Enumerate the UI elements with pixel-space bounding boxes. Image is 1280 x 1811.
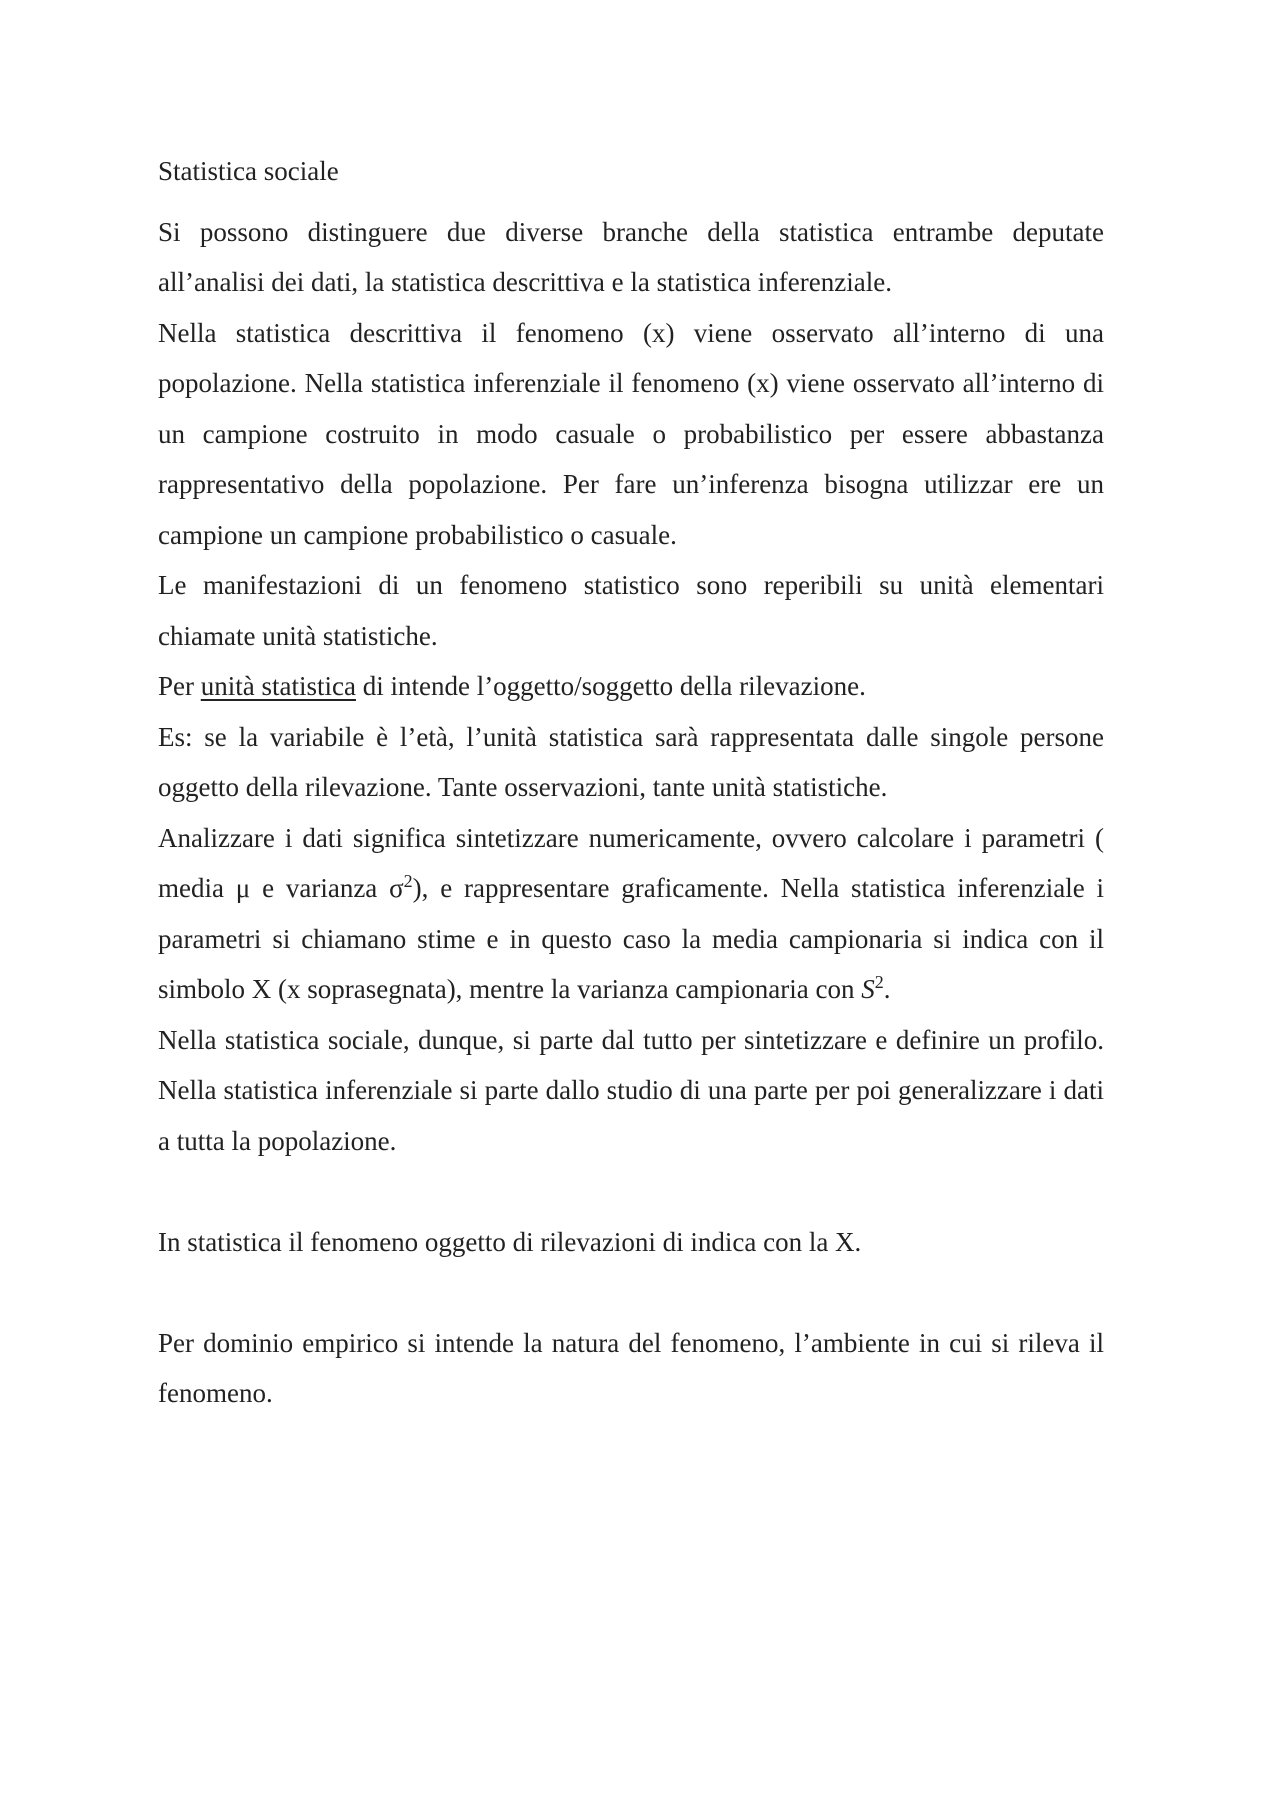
parameters-text-3: . [883, 974, 891, 1004]
document-body [158, 146, 1104, 1419]
paragraph-empirical-domain: Per dominio empirico si intende la natura del fenomeno, l’ambiente in cui si rileva il fenomeno. [158, 1327, 1104, 1408]
paragraph-social-statistics: Nella statistica sociale, dunque, si parte dal tutto per sintetizzare e definire un profilo. Nella statistica inferenziale si parte dallo studio di una parte per poi generalizzare i dati a tutta la popolazione. [158, 1024, 1104, 1156]
unit-definition-term: unità statistica [200, 671, 356, 701]
parameters-text-2: ), e rappresentare graficamente. Nella statistica inferenziale i parametri si chiamano stime e in questo caso la media campionaria si indica con il simbolo X (x soprasegnata), mentre la varianza campionaria con [158, 873, 1104, 1004]
paragraph-phenomenon-symbol: In statistica il fenomeno oggetto di rilevazioni di indica con la X. [158, 1226, 862, 1257]
paragraph-descriptive-vs-inferential: Nella statistica descrittiva il fenomeno (x) viene osservato all’interno di una popolazione. Nella statistica inferenziale il fenomeno (x) viene osservato all’interno di un campione costruito in modo casuale o probabilistico per essere abbastanza rappresentativo della popolazione. Per fare un’inferenza bisogna utilizzar ere un campione un campione probabilistico o casuale. [158, 317, 1104, 550]
paragraph-branches: Si possono distinguere due diverse branche della statistica entrambe deputate all’analisi dei dati, la statistica descrittiva e la statistica inferenziale. [158, 216, 1104, 297]
sample-variance-exponent: 2 [874, 972, 884, 992]
parameters-text-1: Analizzare i dati significa sintetizzare numericamente, ovvero calcolare i parametri ( media μ e varianza σ [158, 822, 1104, 903]
variance-exponent: 2 [403, 871, 413, 891]
blank-line [158, 1267, 1104, 1318]
paragraph-unit-definition [158, 661, 1104, 712]
sample-variance-symbol: S [861, 974, 875, 1004]
paragraph-example: Es: se la variabile è l’età, l’unità statistica sarà rappresentata dalle singole persone oggetto della rilevazione. Tante osservazioni, tante unità statistiche. [158, 721, 1104, 802]
unit-definition-after: di intende l’oggetto/soggetto della rilevazione. [355, 671, 866, 701]
unit-definition-before: Per [158, 671, 201, 701]
document-title: Statistica sociale [158, 156, 339, 186]
blank-line [158, 1166, 1104, 1217]
paragraph-statistical-units: Le manifestazioni di un fenomeno statistico sono reperibili su unità elementari chiamate unità statistiche. [158, 570, 1104, 651]
paragraph-parameters [158, 813, 1104, 1015]
